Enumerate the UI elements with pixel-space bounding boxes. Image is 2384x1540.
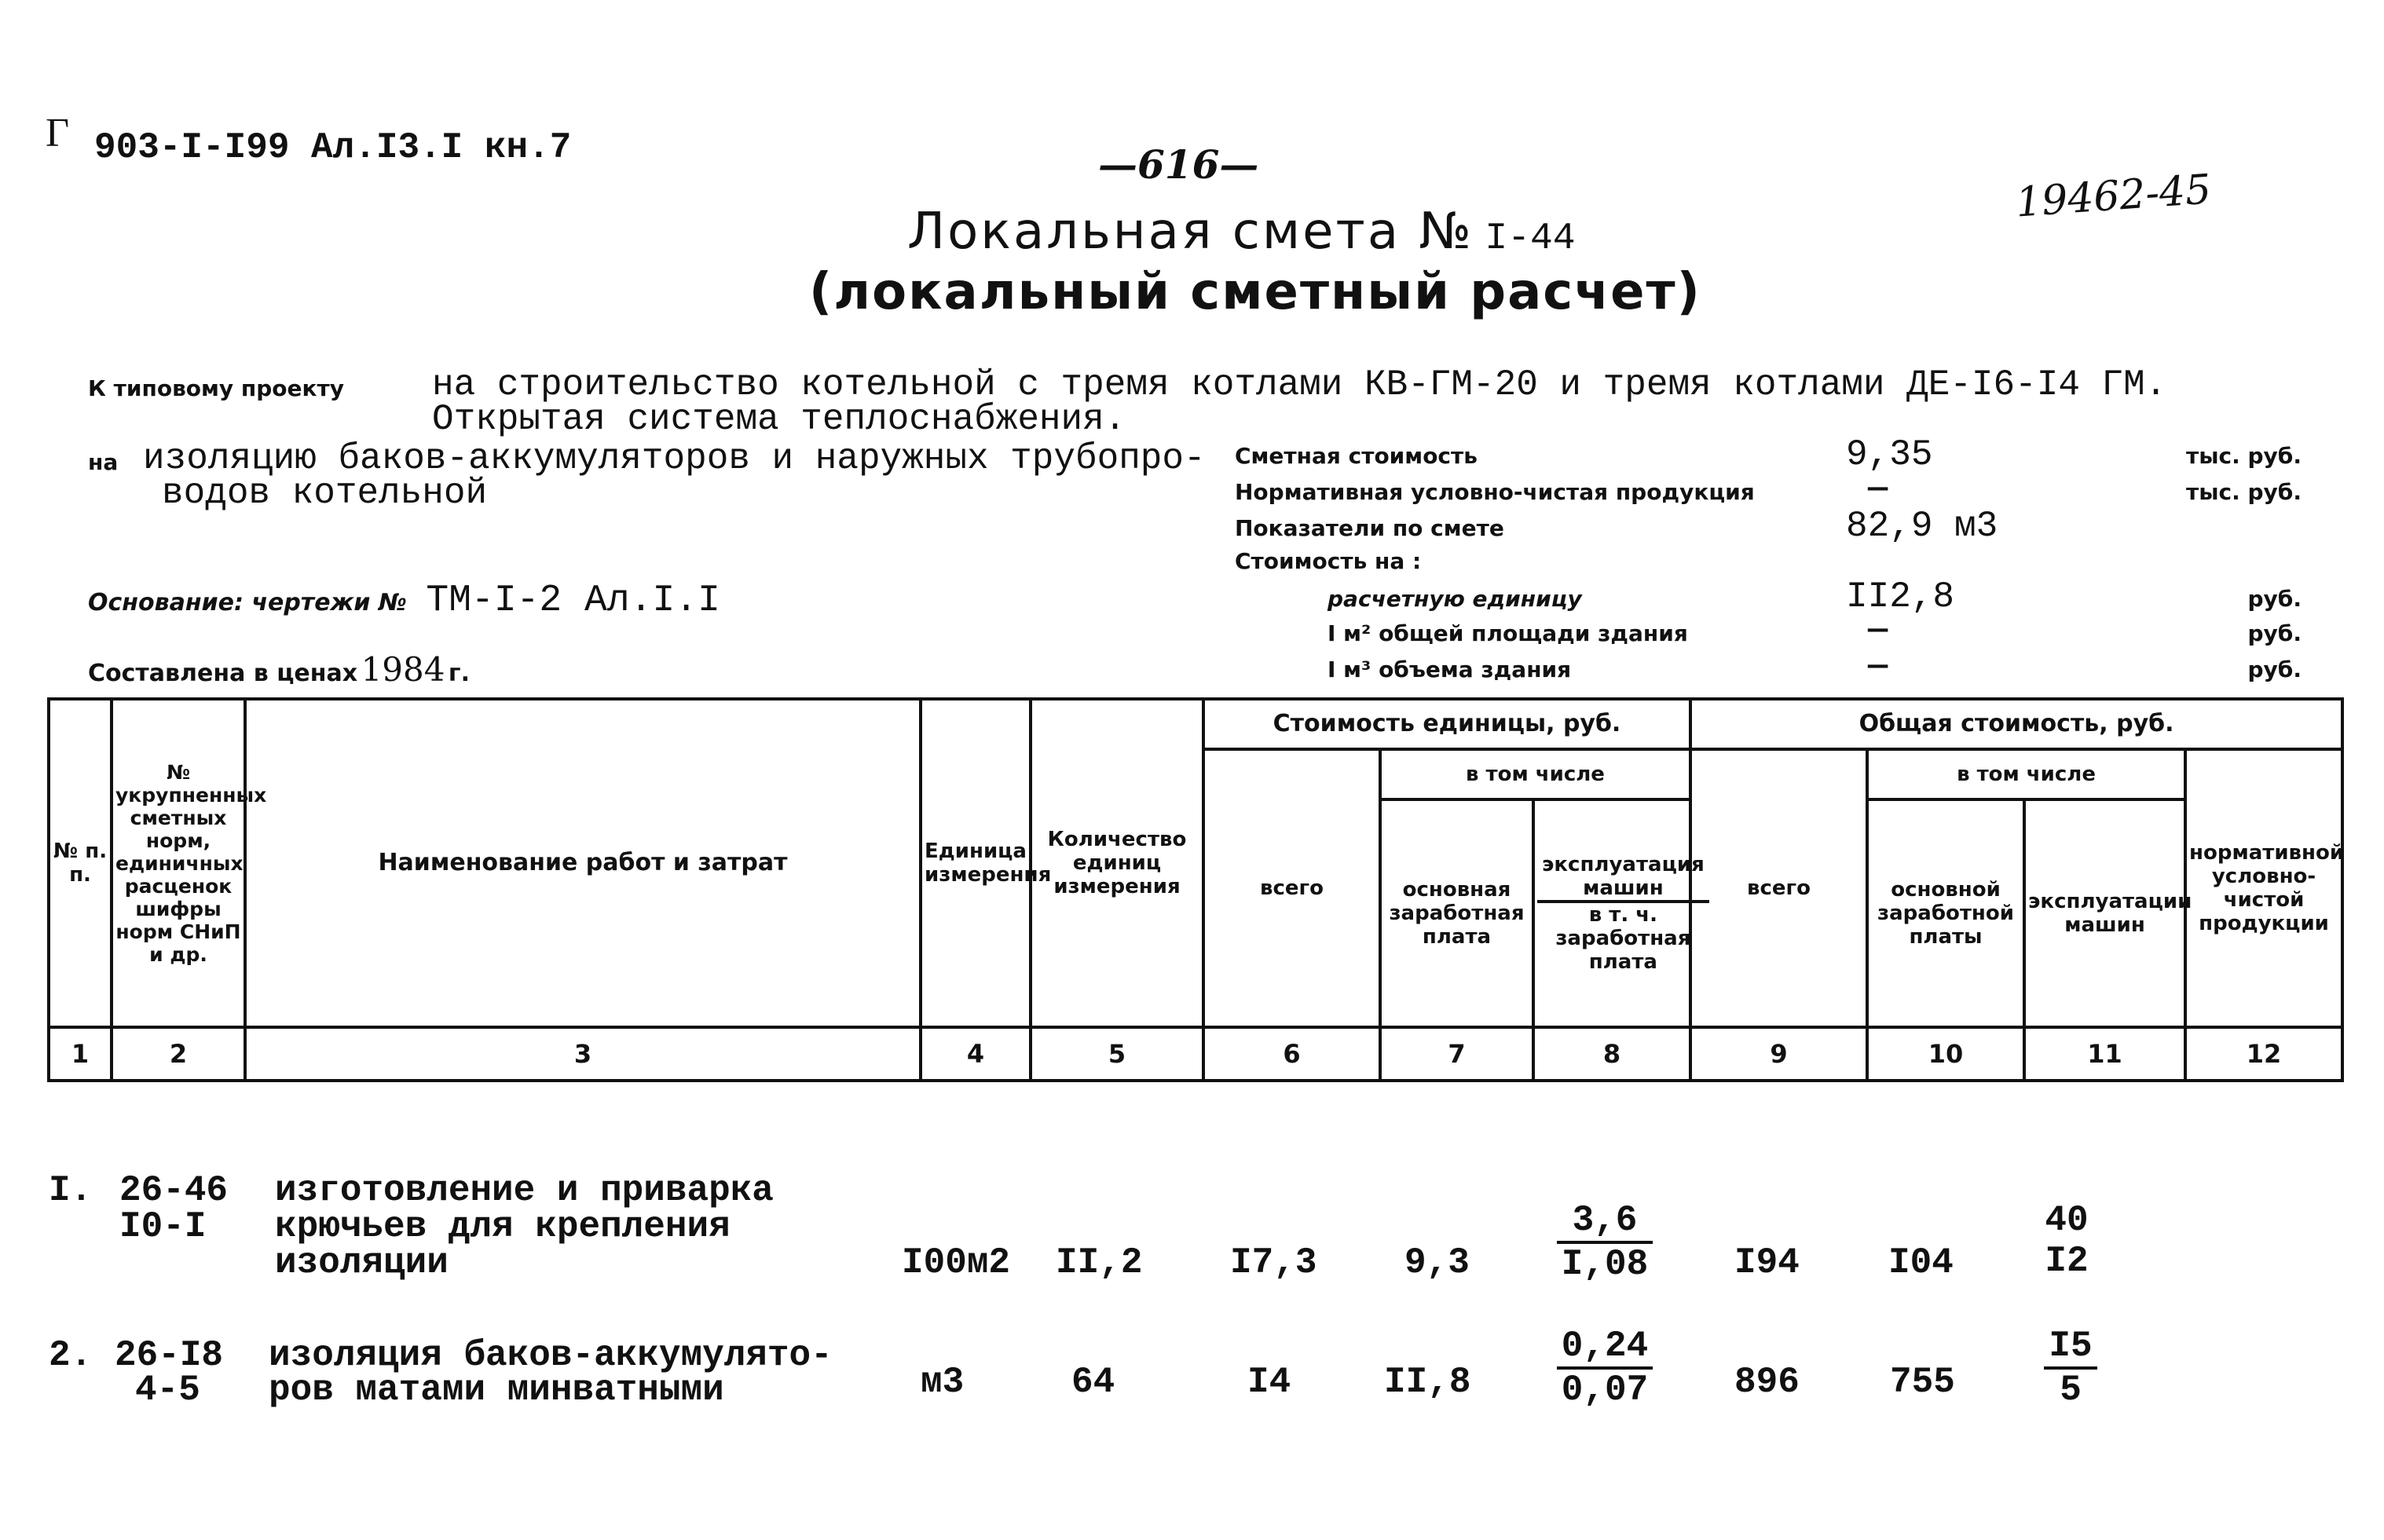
row-number: 2. — [49, 1335, 93, 1376]
row-unit-total: I7,3 — [1230, 1242, 1317, 1283]
row-unit-total: I4 — [1247, 1362, 1291, 1403]
col-number-2: 2 — [112, 1027, 245, 1081]
per-volume-label: I м³ объема здания — [1327, 657, 1572, 682]
col-header-unit-machines — [1533, 799, 1705, 1027]
col-header-total-machines: эксплуатации машин — [2024, 799, 2185, 1027]
project-label: К типовому проекту — [88, 375, 345, 401]
row-total: I94 — [1734, 1242, 1800, 1283]
row-total-wages: I04 — [1888, 1242, 1954, 1283]
normative-production-label: Нормативная условно-чистая продукция — [1235, 479, 1755, 505]
estimated-cost-value: 9,35 — [1846, 434, 1933, 475]
col-number-5: 5 — [1031, 1027, 1203, 1081]
total-machines-value: 40 — [2045, 1200, 2089, 1241]
price-level-suffix: г. — [448, 660, 470, 687]
row-quantity: II,2 — [1056, 1242, 1143, 1283]
per-volume-unit: руб. — [2247, 657, 2302, 682]
row-code-line2: I0-I — [119, 1206, 207, 1247]
col-header-total-cost: Общая стоимость, руб. — [1690, 699, 2342, 749]
scope-description-line2: водов котельной — [162, 473, 488, 514]
total-machines-value: I5 — [2044, 1326, 2097, 1370]
per-area-unit: руб. — [2247, 620, 2302, 646]
col-number-10: 10 — [1867, 1027, 2024, 1081]
row-total-machines — [2031, 1200, 2102, 1282]
row-unit-machines — [1530, 1326, 1679, 1410]
row-unit-machines — [1530, 1200, 1679, 1285]
unit-machines-value: 3,6 — [1557, 1200, 1653, 1244]
total-machines-fraction — [2040, 1200, 2093, 1282]
scope-description-line1: изоляцию баков-аккумуляторов и наружных трубопро- — [143, 438, 1206, 479]
row-name-line3: изоляции — [275, 1242, 449, 1283]
col-number-3: 3 — [245, 1027, 921, 1081]
row-number: I. — [49, 1170, 93, 1211]
handwritten-code: 19462-45 — [2014, 166, 2213, 227]
basis-label: Основание: чертежи № — [88, 589, 407, 616]
title-text: Локальная смета № — [907, 203, 1474, 261]
col-header-unit-all: всего — [1203, 749, 1380, 1027]
col-header-unit-including: в том числе — [1380, 749, 1690, 799]
normative-production-unit: тыс. руб. — [2185, 479, 2302, 505]
price-year: 1984 — [361, 650, 445, 689]
col-header-name: Наименование работ и затрат — [245, 699, 921, 1027]
row-total-wages: 755 — [1890, 1362, 1955, 1403]
basis-value: ТМ-I-2 Ал.I.I — [426, 580, 720, 622]
col-header-no: № п. п. — [49, 699, 112, 1027]
col-header-quantity: Количество единиц измерения — [1031, 699, 1203, 1027]
indicators-value: 82,9 м3 — [1846, 506, 1998, 547]
row-name-line2: ров матами минватными — [269, 1370, 724, 1410]
col-header-total-wages: основной заработной платы — [1867, 799, 2024, 1027]
document-code: 903-I-I99 Ал.I3.I кн.7 — [94, 127, 572, 168]
corner-mark: Г — [46, 111, 70, 155]
per-unit-label: расчетную единицу — [1327, 586, 1582, 612]
unit-machines-wages-value: 0,07 — [1561, 1370, 1649, 1410]
indicators-label: Показатели по смете — [1235, 515, 1504, 541]
col-number-4: 4 — [921, 1027, 1031, 1081]
unit-machines-fraction — [1557, 1326, 1653, 1410]
project-description-line1: на строительство котельной с тремя котлами КВ-ГМ-20 и тремя котлами ДЕ-I6-I4 ГМ. — [432, 364, 2167, 405]
page-subtitle: (локальный сметный расчет) — [809, 263, 1701, 321]
total-machines-wages-value: I2 — [2045, 1241, 2089, 1282]
row-code-line1: 26-I8 — [115, 1335, 224, 1376]
per-volume-value: — — [1868, 647, 1888, 685]
col-header-unit-wages: основная заработная плата — [1380, 799, 1533, 1027]
col-header-normative: нормативной условно-чистой продукции — [2185, 749, 2342, 1027]
row-unit: м3 — [921, 1362, 965, 1403]
page-title — [907, 203, 1576, 261]
estimate-number: I-44 — [1485, 218, 1576, 260]
row-total: 896 — [1734, 1362, 1800, 1403]
basis — [88, 580, 720, 622]
row-total-machines — [2039, 1326, 2102, 1410]
price-level — [88, 650, 470, 689]
col-header-unit-cost: Стоимость единицы, руб. — [1203, 699, 1690, 749]
machines-fraction-header — [1537, 853, 1709, 974]
unit-machines-value: 0,24 — [1557, 1326, 1653, 1370]
col-number-1: 1 — [49, 1027, 112, 1081]
row-code-line1: 26-46 — [119, 1170, 229, 1211]
total-machines-fraction — [2044, 1326, 2097, 1410]
per-unit-unit: руб. — [2247, 586, 2302, 612]
per-area-label: I м² общей площади здания — [1327, 620, 1688, 646]
col-number-9: 9 — [1690, 1027, 1867, 1081]
price-level-label: Составлена в ценах — [88, 660, 358, 687]
row-unit: I00м2 — [902, 1242, 1011, 1283]
scope-label: на — [88, 449, 119, 475]
row-name-line2: крючьев для крепления — [275, 1206, 731, 1247]
col-number-7: 7 — [1380, 1027, 1533, 1081]
row-unit-wages: 9,3 — [1404, 1242, 1470, 1283]
col-header-codes: № укрупненных сметных норм, единичных расценок шифры норм СНиП и др. — [112, 699, 245, 1027]
row-code-line2: 4-5 — [135, 1370, 200, 1410]
normative-production-value: — — [1868, 470, 1888, 507]
page-number: —616— — [1098, 141, 1259, 188]
col-number-11: 11 — [2024, 1027, 2185, 1081]
col-number-6: 6 — [1203, 1027, 1380, 1081]
col-header-total-all: всего — [1690, 749, 1867, 1027]
row-quantity: 64 — [1071, 1362, 1115, 1403]
col-header-total-including: в том числе — [1867, 749, 2185, 799]
total-machines-wages-value: 5 — [2060, 1370, 2082, 1410]
machines-header-top: эксплуатация машин — [1537, 853, 1709, 903]
estimated-cost-label: Сметная стоимость — [1235, 443, 1478, 469]
cost-per-label: Стоимость на : — [1235, 548, 1422, 574]
per-unit-value: II2,8 — [1846, 576, 1955, 617]
row-unit-wages: II,8 — [1384, 1362, 1471, 1403]
row-name-line1: изготовление и приварка — [275, 1170, 774, 1211]
machines-header-bottom: в т. ч. заработная плата — [1555, 903, 1691, 974]
per-area-value: — — [1868, 611, 1888, 649]
col-number-12: 12 — [2185, 1027, 2342, 1081]
project-description-line2: Открытая система теплоснабжения. — [432, 399, 1126, 440]
estimate-table — [47, 697, 2344, 1082]
estimated-cost-unit: тыс. руб. — [2185, 443, 2302, 469]
col-header-unit: Единица измерения — [921, 699, 1031, 1027]
unit-machines-wages-value: I,08 — [1561, 1244, 1649, 1285]
row-name-line1: изоляция баков-аккумулято- — [269, 1335, 833, 1376]
unit-machines-fraction — [1557, 1200, 1653, 1285]
col-number-8: 8 — [1533, 1027, 1690, 1081]
